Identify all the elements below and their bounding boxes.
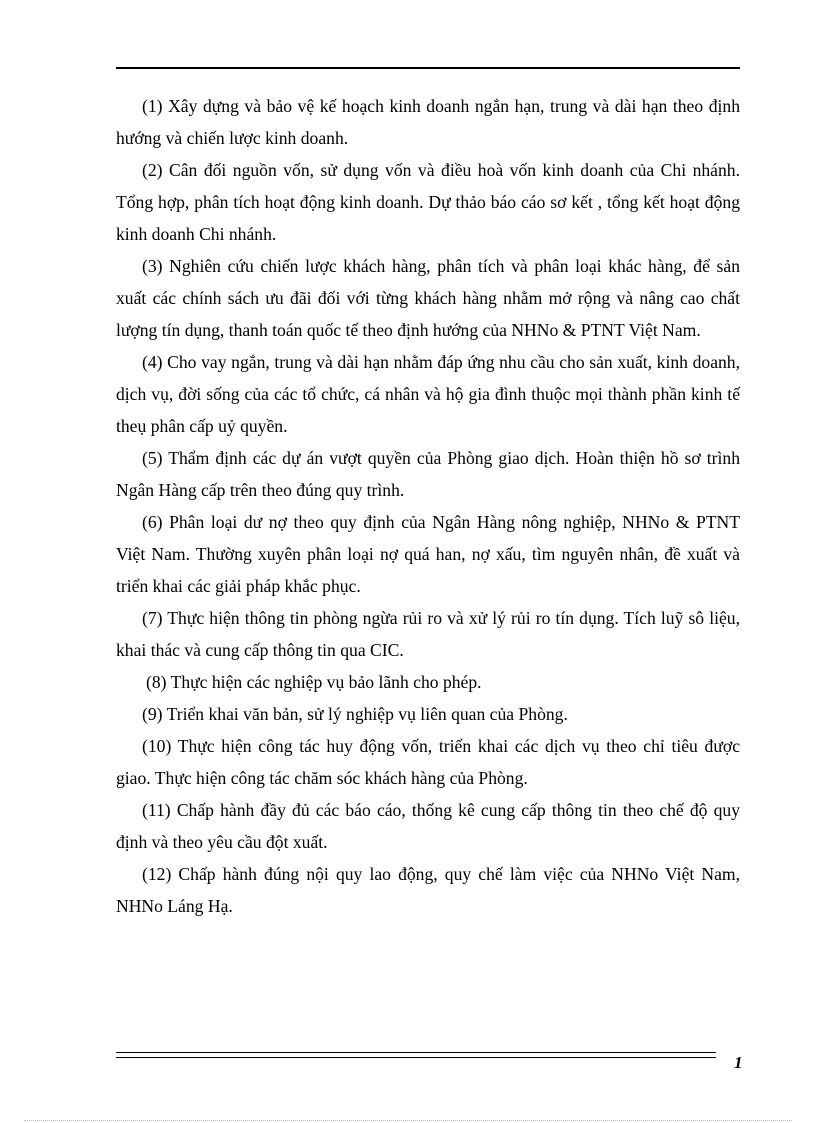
paragraph-2: (2) Cân đối nguồn vốn, sử dụng vốn và điều hoà vốn kinh doanh của Chi nhánh. Tổng hợp, phân tích hoạt động kinh doanh. Dự thảo báo cáo sơ kết , tổng kết hoạt động kinh doanh Chi nhánh.	[116, 160, 740, 244]
paragraph-9: (9) Triển khai văn bản, sử lý nghiệp vụ liên quan của Phòng.	[142, 704, 568, 724]
header-rule	[116, 67, 740, 69]
paragraph-11: (11) Chấp hành đầy đủ các báo cáo, thống kê cung cấp thông tin theo chế độ quy định và theo yêu cầu đột xuất.	[116, 800, 740, 852]
body-text	[116, 90, 740, 922]
paragraph-8: (8) Thực hiện các nghiệp vụ bảo lãnh cho phép.	[146, 672, 482, 692]
paragraph-12: (12) Chấp hành đúng nội quy lao động, quy chế làm việc của NHNo Việt Nam, NHNo Láng Hạ.	[116, 864, 740, 916]
paragraph-10: (10) Thực hiện công tác huy động vốn, triển khai các dịch vụ theo chỉ tiêu được giao. Thực hiện công tác chăm sóc khách hàng của Phòng.	[116, 736, 740, 788]
page-number: 1	[734, 1053, 743, 1072]
paragraph-6: (6) Phân loại dư nợ theo quy định của Ngân Hàng nông nghiệp, NHNo & PTNT Việt Nam. Thường xuyên phân loại nợ quá han, nợ xấu, tìm nguyên nhân, đề xuất và triển khai các giải pháp khắc phục.	[116, 512, 740, 596]
paragraph-4: (4) Cho vay ngắn, trung và dài hạn nhằm đáp ứng nhu cầu cho sản xuất, kinh doanh, dịch vụ, đời sống của các tổ chức, cá nhân và hộ gia đình thuộc mọi thành phần kinh tế theụ phân cấp uỷ quyền.	[116, 352, 740, 436]
paragraph-3: (3) Nghiên cứu chiến lược khách hàng, phân tích và phân loại khác hàng, để sản xuất các chính sách ưu đãi đối với từng khách hàng nhằm mở rộng và nâng cao chất lượng tín dụng, thanh toán quốc tế theo định hướng của NHNo & PTNT Việt Nam.	[116, 256, 740, 340]
paragraph-5: (5) Thẩm định các dự án vượt quyền của Phòng giao dịch. Hoàn thiện hồ sơ trình Ngân Hàng cấp trên theo đúng quy trình.	[116, 448, 740, 500]
paragraph-7: (7) Thực hiện thông tin phòng ngừa rủi ro và xử lý rủi ro tín dụng. Tích luỹ sô liệu, khai thác và cung cấp thông tin qua CIC.	[116, 608, 740, 660]
footer-rule	[116, 1052, 716, 1058]
page-bottom-divider	[24, 1120, 792, 1121]
paragraph-1: (1) Xây dựng và bảo vệ kế hoạch kinh doanh ngắn hạn, trung và dài hạn theo định hướng và chiến lược kinh doanh.	[116, 96, 740, 148]
